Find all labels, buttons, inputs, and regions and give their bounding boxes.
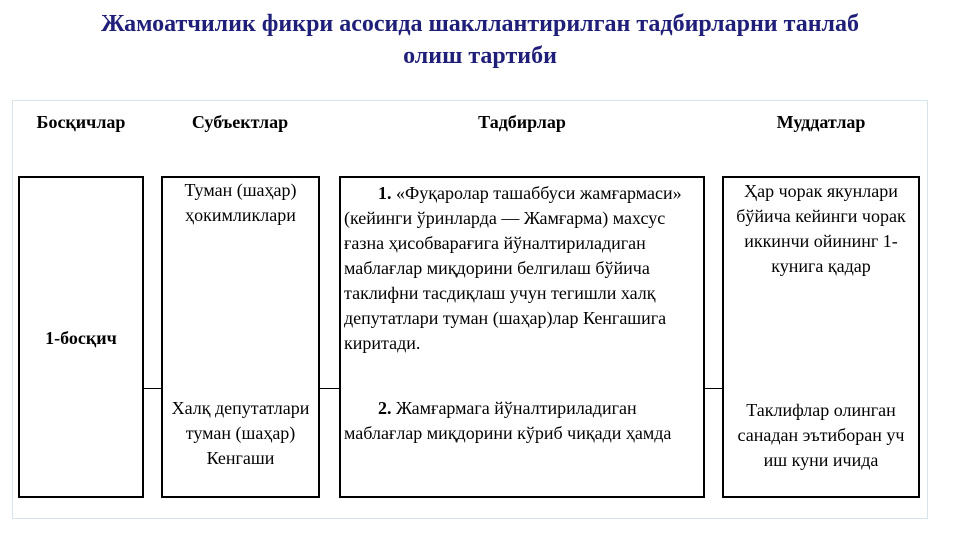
- connector-line: [319, 388, 340, 389]
- header-deadlines: Муддатлар: [776, 112, 866, 132]
- connector-line: [704, 388, 723, 389]
- deadline-bottom: Таклифлар олинган санадан эътиборан уч иш куни ичида: [737, 400, 905, 470]
- measure-item-1: [344, 181, 700, 356]
- header-subjects: Субъектлар: [191, 112, 289, 132]
- stage-label: 1-босқич: [45, 328, 117, 348]
- measure-item-2-text: Жамғармага йўналтириладиган маблағлар миқдорини кўриб чиқади ҳамда: [344, 398, 672, 443]
- header-measures: Тадбирлар: [478, 112, 566, 132]
- page-title: [0, 8, 960, 72]
- measure-item-1-text: «Фуқаролар ташаббуси жамғармаси» (кейинги ўринларда — Жамғарма) махсус ғазна ҳисобварағига йўналтириладиган маблағлар миқдорини белгилаш бўйича таклифни тасдиқлаш учун тегишли халқ депутатлари туман (шаҳар)лар Кенгашига киритади.: [344, 183, 682, 353]
- deadline-top: Ҳар чорак якунлари бўйича кейинги чорак иккинчи ойининг 1-кунига қадар: [736, 181, 906, 276]
- measure-item-2-number: 2.: [378, 398, 392, 418]
- connector-line: [143, 388, 162, 389]
- title-line-1: Жамоатчилик фикри асосида шакллантирилган тадбирларни танлаб: [100, 11, 859, 37]
- measure-item-2: [344, 396, 700, 446]
- title-line-2: олиш тартиби: [403, 43, 557, 69]
- subject-top: Туман (шаҳар) ҳокимликлари: [184, 180, 297, 225]
- subject-bottom: Халқ депутатлари туман (шаҳар) Кенгаши: [171, 398, 310, 468]
- measure-item-1-number: 1.: [378, 183, 392, 203]
- header-stages: Босқичлар: [36, 112, 126, 132]
